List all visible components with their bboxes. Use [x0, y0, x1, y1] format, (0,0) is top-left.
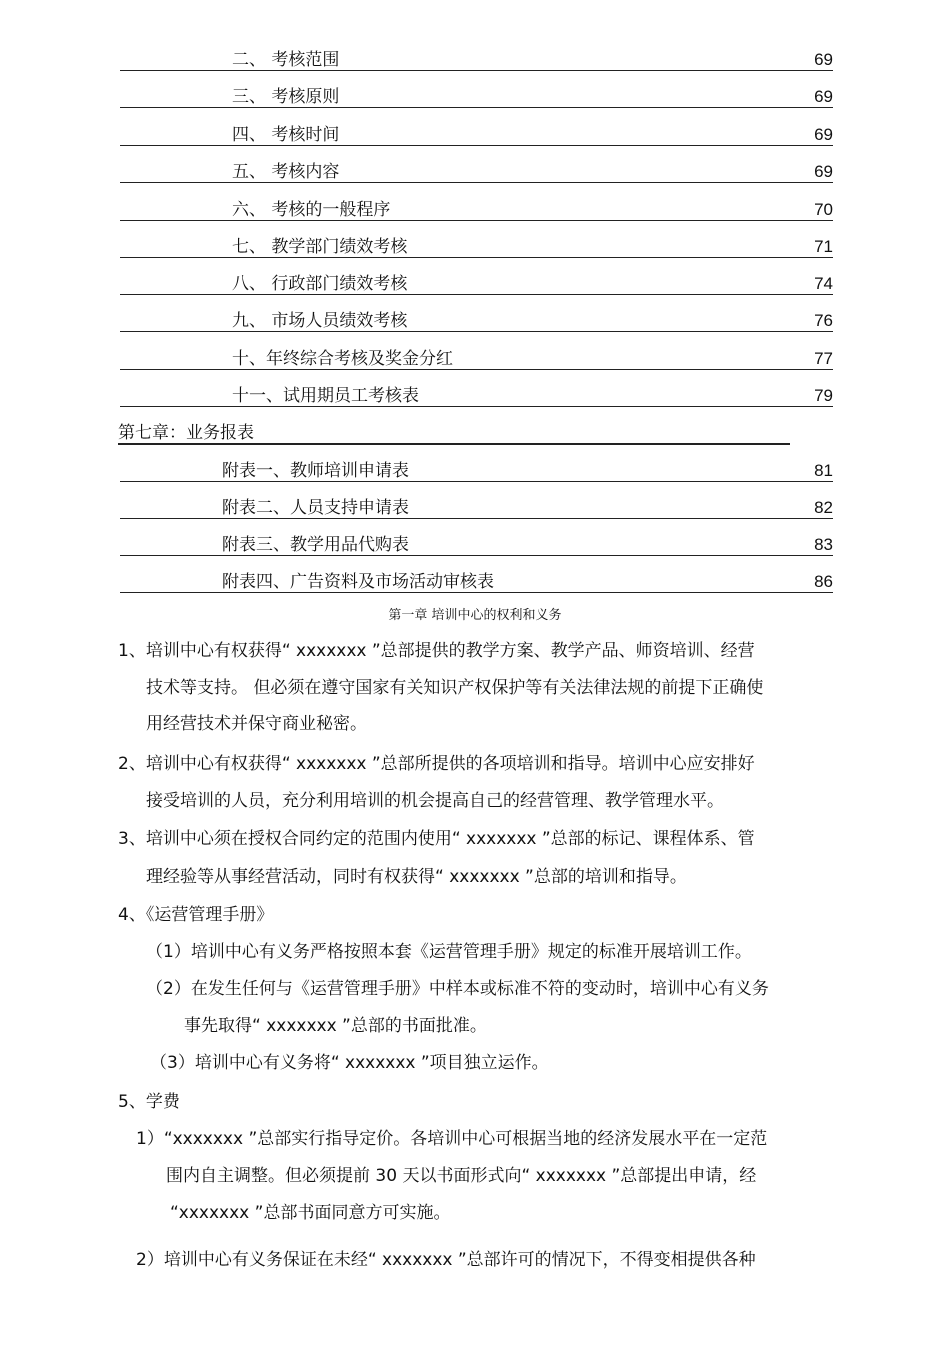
- body-line: （2）在发生任何与《运营管理手册》中样本或标准不符的变动时，培训中心有义务: [146, 979, 769, 999]
- toc-appendix-entry[interactable]: [120, 570, 833, 593]
- toc-entry-page: 86: [814, 572, 833, 591]
- toc-entry-label: 三、 考核原则: [232, 87, 340, 107]
- toc-entry-label: 附表四、广告资料及市场活动审核表: [222, 572, 494, 592]
- toc-entry-page: 69: [814, 125, 833, 144]
- toc-entry[interactable]: [120, 85, 833, 108]
- toc-entry[interactable]: [120, 272, 833, 295]
- toc-entry-label: 五、 考核内容: [232, 162, 340, 182]
- toc-entry[interactable]: [120, 347, 833, 370]
- body-line: 技术等支持。 但必须在遵守国家有关知识产权保护等有关法律法规的前提下正确使: [146, 678, 764, 698]
- body-line: 1、培训中心有权获得“ xxxxxxx ”总部提供的教学方案、教学产品、师资培训、经营: [118, 641, 755, 661]
- toc-entry-label: 九、 市场人员绩效考核: [232, 311, 408, 331]
- toc-chapter-label: 第七章：业务报表: [118, 423, 254, 443]
- toc-entry[interactable]: [120, 48, 833, 71]
- body-line: 用经营技术并保守商业秘密。: [146, 714, 367, 734]
- toc-entry-label: 附表二、人员支持申请表: [222, 498, 409, 518]
- toc-entry-page: 81: [814, 461, 833, 480]
- toc-entry-page: 82: [814, 498, 833, 517]
- body-line: 围内自主调整。但必须提前 30 天以书面形式向“ xxxxxxx ”总部提出申请，经: [166, 1166, 757, 1186]
- toc-entry[interactable]: [120, 309, 833, 332]
- toc-entry-label: 二、 考核范围: [232, 50, 340, 70]
- body-line: （1）培训中心有义务严格按照本套《运营管理手册》规定的标准开展培训工作。: [146, 942, 752, 962]
- body-line: 5、学费: [118, 1092, 180, 1112]
- toc-entry-label: 四、 考核时间: [232, 125, 340, 145]
- body-line: 1）“xxxxxxx ”总部实行指导定价。各培训中心可根据当地的经济发展水平在一定范: [136, 1129, 768, 1149]
- body-line: 3、培训中心须在授权合同约定的范围内使用“ xxxxxxx ”总部的标记、课程体系、管: [118, 829, 755, 849]
- body-line: 4、《运营管理手册》: [118, 905, 274, 925]
- toc-entry-page: 71: [814, 237, 833, 256]
- toc-appendix-entry[interactable]: [120, 459, 833, 482]
- toc-entry-label: 十、年终综合考核及奖金分红: [232, 349, 453, 369]
- toc-entry-page: 69: [814, 50, 833, 69]
- toc-appendix-entry[interactable]: [120, 533, 833, 556]
- toc-entry-label: 八、 行政部门绩效考核: [232, 274, 408, 294]
- toc-entry-page: 77: [814, 349, 833, 368]
- body-line: 2、培训中心有权获得“ xxxxxxx ”总部所提供的各项培训和指导。培训中心应安排好: [118, 754, 755, 774]
- toc-chapter-heading[interactable]: [118, 421, 790, 445]
- toc-entry[interactable]: [120, 198, 833, 221]
- toc-entry-page: 70: [814, 200, 833, 219]
- toc-entry[interactable]: [120, 123, 833, 146]
- toc-entry-label: 附表三、教学用品代购表: [222, 535, 409, 555]
- toc-entry-page: 83: [814, 535, 833, 554]
- toc-entry-page: 79: [814, 386, 833, 405]
- toc-appendix-entry[interactable]: [120, 496, 833, 519]
- body-line: 事先取得“ xxxxxxx ”总部的书面批准。: [184, 1016, 487, 1036]
- body-line: 理经验等从事经营活动，同时有权获得“ xxxxxxx ”总部的培训和指导。: [146, 867, 687, 887]
- toc-entry-page: 69: [814, 162, 833, 181]
- toc-entry[interactable]: [120, 384, 833, 407]
- toc-entry-page: 76: [814, 311, 833, 330]
- chapter-title: 第一章 培训中心的权利和义务: [388, 608, 562, 623]
- body-line: 2）培训中心有义务保证在未经“ xxxxxxx ”总部许可的情况下，不得变相提供各种: [136, 1250, 756, 1270]
- body-line: “xxxxxxx ”总部书面同意方可实施。: [170, 1203, 451, 1223]
- toc-entry-page: 74: [814, 274, 833, 293]
- body-line: 接受培训的人员，充分利用培训的机会提高自己的经营管理、教学管理水平。: [146, 791, 724, 811]
- body-line: （3）培训中心有义务将“ xxxxxxx ”项目独立运作。: [150, 1053, 549, 1073]
- toc-entry-label: 十一、试用期员工考核表: [232, 386, 419, 406]
- toc-entry-page: 69: [814, 87, 833, 106]
- toc-entry-label: 七、 教学部门绩效考核: [232, 237, 408, 257]
- toc-entry-label: 附表一、教师培训申请表: [222, 461, 409, 481]
- toc-entry[interactable]: [120, 160, 833, 183]
- toc-entry-label: 六、 考核的一般程序: [232, 200, 391, 220]
- toc-entry[interactable]: [120, 235, 833, 258]
